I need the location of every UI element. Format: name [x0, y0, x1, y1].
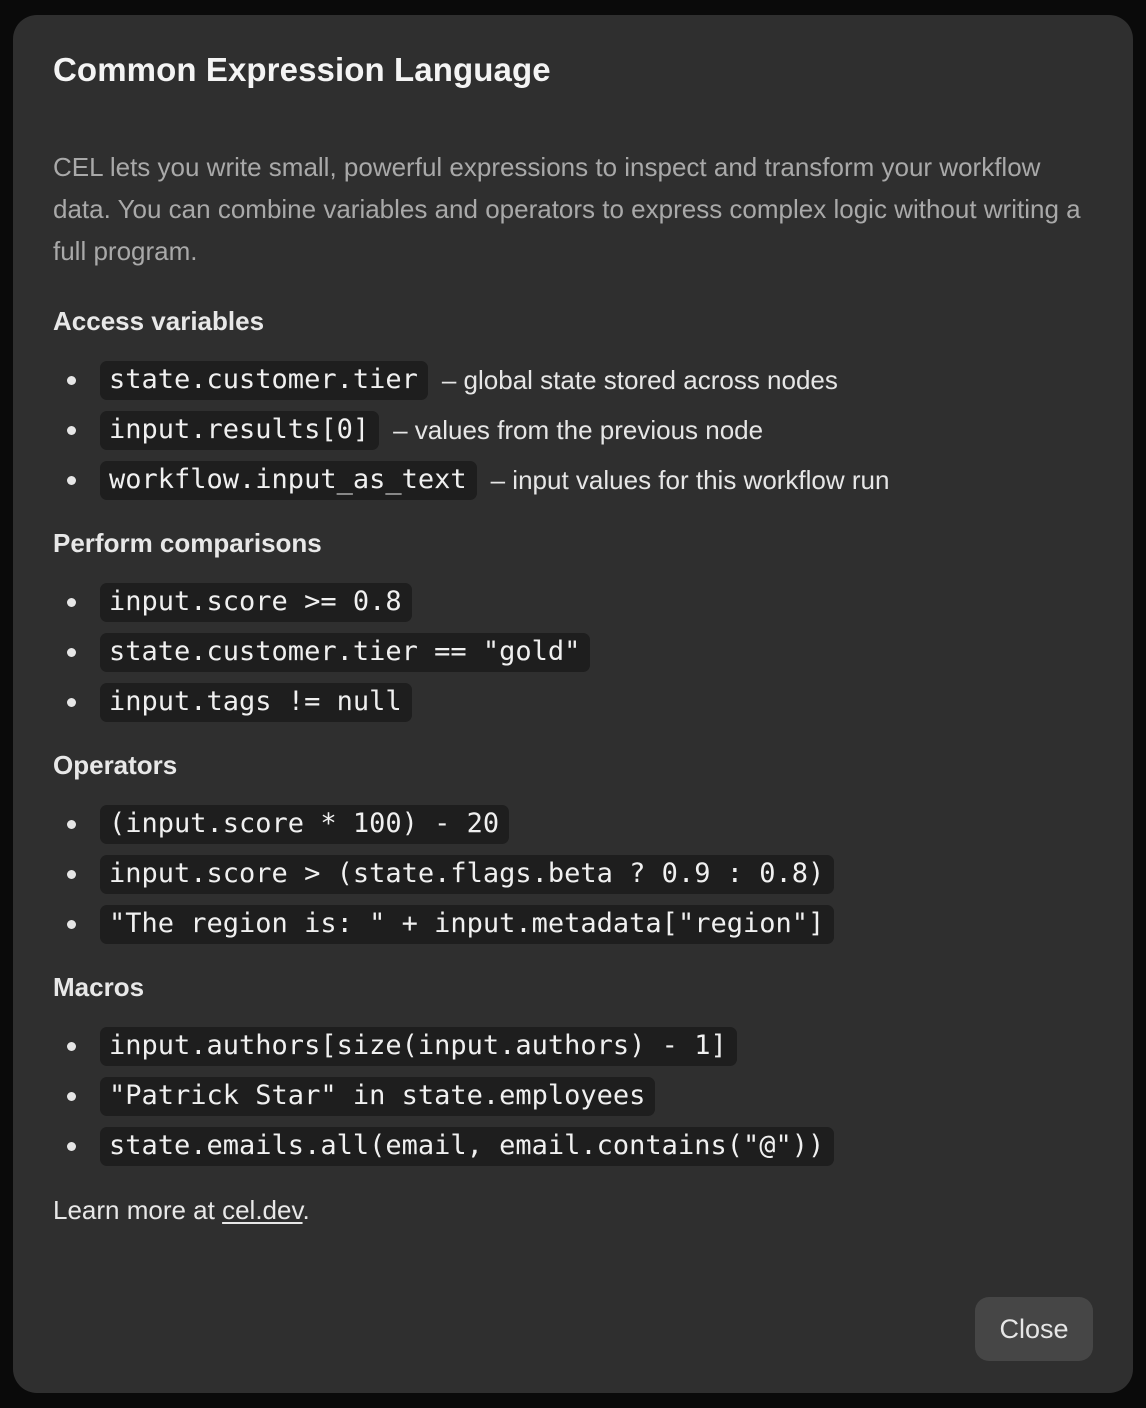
code-snippet: "The region is: " + input.metadata["region"]: [100, 905, 834, 944]
code-snippet: state.customer.tier: [100, 361, 428, 400]
bullet-icon: [67, 920, 76, 929]
access-variables-list: [53, 355, 889, 505]
list-item: [53, 455, 889, 505]
list-item: [53, 627, 590, 677]
code-snippet: input.authors[size(input.authors) - 1]: [100, 1027, 737, 1066]
section-heading-macros: Macros: [53, 972, 145, 1002]
bullet-icon: [67, 476, 76, 485]
code-snippet: workflow.input_as_text: [100, 461, 477, 500]
item-description: – values from the previous node: [393, 414, 764, 445]
bullet-icon: [67, 426, 76, 435]
list-item: [53, 899, 834, 949]
cel-help-dialog: [13, 15, 1133, 1393]
item-description: – global state stored across nodes: [441, 364, 838, 395]
list-item: [53, 849, 834, 899]
code-snippet: (input.score * 100) - 20: [100, 805, 509, 844]
learn-more-text: [53, 1195, 310, 1226]
operators-list: [53, 799, 834, 949]
list-item: [53, 677, 590, 727]
bullet-icon: [67, 1142, 76, 1151]
list-item: [53, 799, 834, 849]
bullet-icon: [67, 698, 76, 707]
dialog-intro: CEL lets you write small, powerful expressions to inspect and transform your workflow data. You can combine variables and operators to express complex logic without writing a full program.: [53, 152, 1081, 266]
code-snippet: input.score >= 0.8: [100, 583, 412, 622]
code-snippet: state.customer.tier == "gold": [100, 633, 590, 672]
learn-more-suffix: .: [302, 1195, 310, 1225]
list-item: [53, 1071, 834, 1121]
bullet-icon: [67, 376, 76, 385]
close-button[interactable]: Close: [975, 1297, 1093, 1361]
list-item: [53, 355, 889, 405]
bullet-icon: [67, 648, 76, 657]
section-heading-perform-comparisons: Perform comparisons: [53, 528, 322, 558]
comparisons-list: [53, 577, 590, 727]
code-snippet: state.emails.all(email, email.contains("@")): [100, 1127, 834, 1166]
item-description: – input values for this workflow run: [490, 464, 890, 495]
list-item: [53, 577, 590, 627]
code-snippet: "Patrick Star" in state.employees: [100, 1077, 655, 1116]
bullet-icon: [67, 820, 76, 829]
dialog-title: Common Expression Language: [53, 51, 551, 88]
code-snippet: input.score > (state.flags.beta ? 0.9 : 0.8): [100, 855, 834, 894]
bullet-icon: [67, 1042, 76, 1051]
section-heading-operators: Operators: [53, 750, 178, 780]
cel-dev-link[interactable]: cel.dev: [222, 1195, 303, 1225]
section-heading-access-variables: Access variables: [53, 306, 265, 336]
list-item: [53, 1021, 834, 1071]
learn-more-prefix: Learn more at: [53, 1195, 223, 1225]
bullet-icon: [67, 870, 76, 879]
bullet-icon: [67, 598, 76, 607]
code-snippet: input.tags != null: [100, 683, 412, 722]
list-item: [53, 1121, 834, 1171]
macros-list: [53, 1021, 834, 1171]
code-snippet: input.results[0]: [100, 411, 379, 450]
bullet-icon: [67, 1092, 76, 1101]
list-item: [53, 405, 889, 455]
